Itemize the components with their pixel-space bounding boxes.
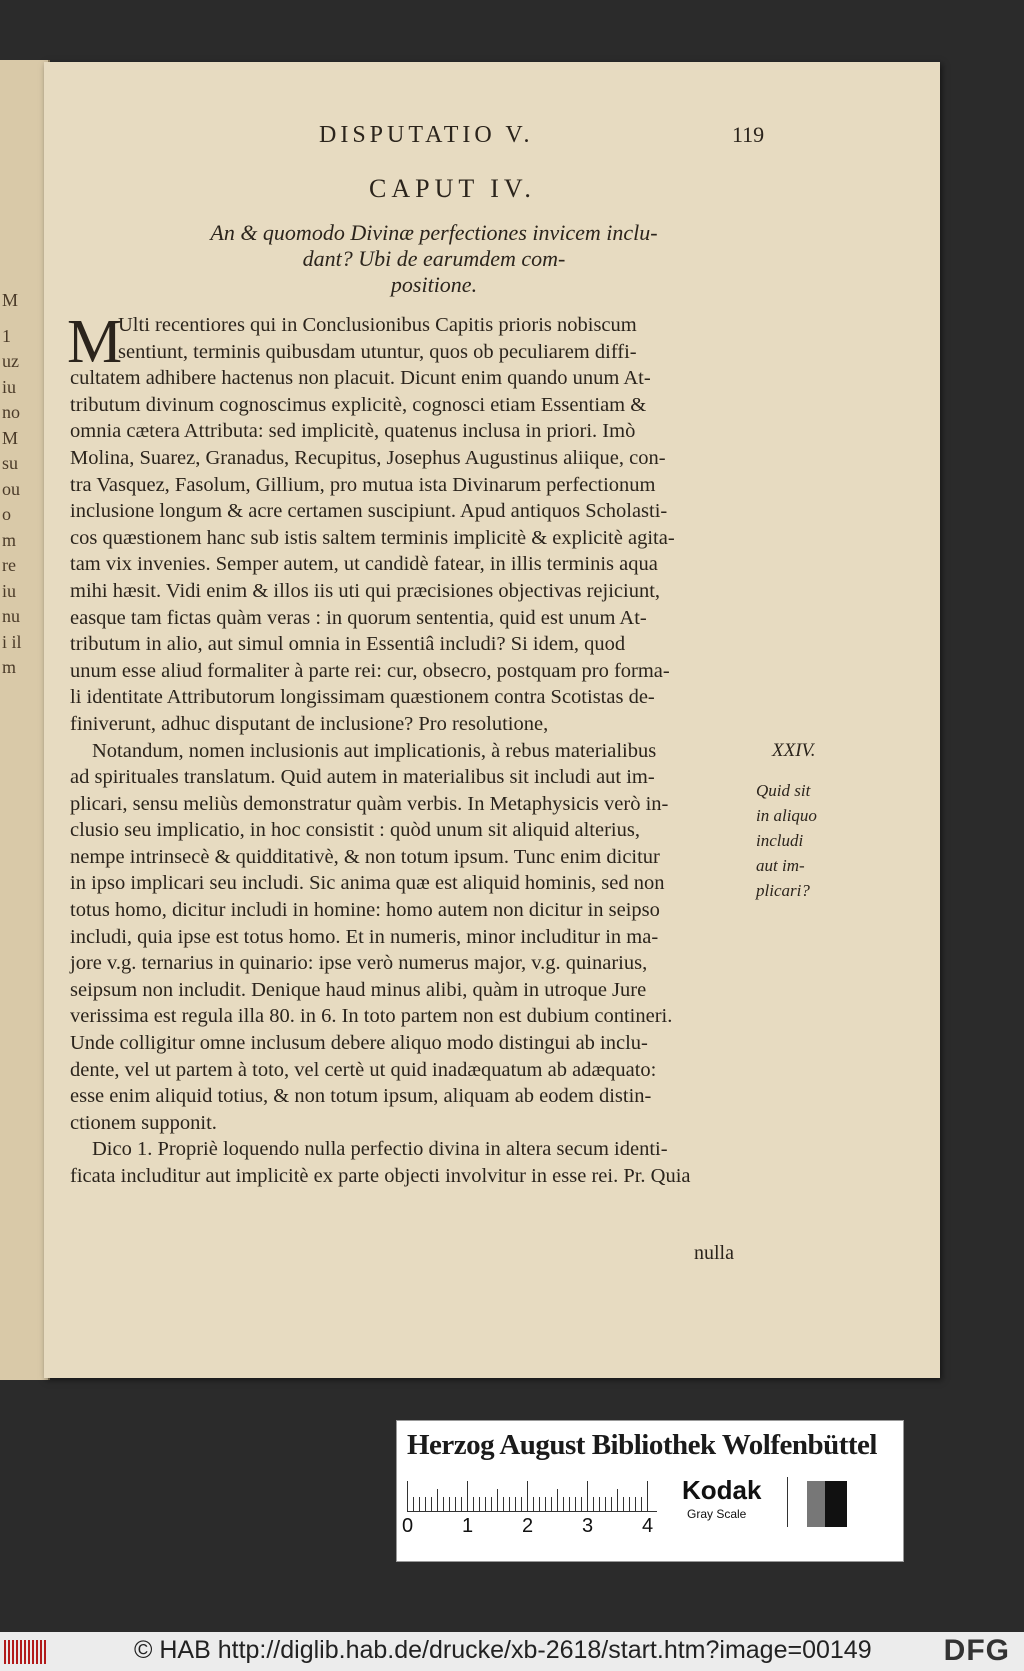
facing-page-fragment: M [2,427,19,448]
facing-page-fragment: m [2,657,17,677]
facing-page-fragment: i il [2,631,22,652]
body-text [67,308,716,1190]
scale-number: 2 [522,1515,534,1537]
divider [787,1477,788,1527]
ruler-tick [635,1497,636,1511]
marginal-line: includi [756,831,804,850]
subtitle-line: positione. [390,272,478,297]
ruler-tick [485,1497,486,1511]
dfg-logo: DFG [943,1634,1010,1667]
running-title: DISPUTATIO V. [319,122,534,148]
text-line: Unde colligitur omne inclusum debere aliquo modo distingui ab inclu- [70,1032,648,1055]
ruler-tick [413,1497,414,1511]
page-number: 119 [732,122,765,147]
library-name: Herzog August Bibliothek Wolfenbüttel [407,1429,877,1461]
kodak-logo: Kodak [682,1475,762,1505]
ruler-tick [569,1497,570,1511]
text-line: in ipso implicari seu includi. Sic anima quæ est aliquid hominis, sed non [70,872,665,895]
marginal-line: in aliquo [756,806,817,825]
ruler-tick [497,1489,498,1511]
ruler-tick [641,1497,642,1511]
ruler-tick [515,1497,516,1511]
text-line: finiverunt, adhuc disputant de inclusione? Pro resolutione, [70,712,549,735]
ruler-tick [461,1497,462,1511]
ruler-tick [593,1497,594,1511]
text-line: ad spirituales translatum. Quid autem in materialibus sit includi aut im- [70,766,655,789]
margin-section-number: XXIV. [772,740,816,761]
ruler-tick [443,1497,444,1511]
text-line: cultatem adhibere hactenus non placuit. Dicunt enim quando unum At- [70,367,651,390]
ruler-tick [467,1481,468,1511]
text-line: Molina, Suarez, Granadus, Recupitus, Josephus Augustinus aliique, con- [70,446,666,469]
ruler-tick [449,1497,450,1511]
text-line: tam vix invenies. Semper autem, ut candidè fatear, in illis terminis aqua [70,553,658,576]
ruler-tick [527,1481,528,1511]
ruler-tick [473,1497,474,1511]
book-page [44,62,940,1378]
text-line: ficata includitur aut implicitè ex parte objecti involvitur in esse rei. Pr. Quia [70,1165,691,1187]
scale-number: 1 [462,1515,474,1537]
text-line: dente, vel ut partem à toto, vel certè ut quid inadæquatum ab adæquato: [70,1058,657,1081]
marginal-line: Quid sit [756,781,811,800]
facing-page-fragment: no [2,402,20,422]
ruler-tick [629,1497,630,1511]
text-line: tributum in alio, aut simul omnia in Essentiâ includi? Si idem, quod [70,633,626,656]
gray-scale-label: Gray Scale [687,1507,747,1521]
text-line: includi, quia ipse est totus homo. Et in numeris, minor includitur in ma- [70,925,659,948]
text-line: ctionem supponit. [70,1111,217,1134]
text-line: easque tam fictas quàm veras : in quorum sententia, quid est unum At- [70,606,647,629]
barcode-icon [4,1640,46,1664]
catchword: nulla [694,1242,734,1264]
footer-bar [0,1632,1024,1671]
ruler-tick [419,1497,420,1511]
text-line: mihi hæsit. Vidi enim & illos iis uti qui præcisiones objectivas rejiciunt, [70,579,661,602]
ruler-tick [617,1489,618,1511]
scale-number: 0 [402,1515,414,1537]
text-line: nempe intrinsecè & quidditativè, & non totum ipsum. Tunc enim dicitur [70,845,660,868]
ruler-tick [533,1497,534,1511]
ruler-tick [557,1489,558,1511]
facing-page-fragment: su [2,453,19,473]
ruler-tick [431,1497,432,1511]
scale-number: 3 [582,1515,594,1537]
text-line: totus homo, dicitur includi in homine: homo autem non dicitur in seipso [70,899,660,922]
facing-page-fragment: M [2,290,19,310]
ruler-tick [587,1481,588,1511]
ruler-tick [491,1497,492,1511]
ruler-tick [647,1481,648,1511]
facing-page-edge [0,60,50,1380]
text-line: Ulti recentiores qui in Conclusionibus Capitis prioris nobiscum [118,314,637,336]
facing-page-fragment: re [2,555,16,575]
text-line: Notandum, nomen inclusionis aut implicationis, à rebus materialibus [92,739,657,762]
text-line: plicari, sensu meliùs demonstratur quàm verbis. In Metaphysicis verò in- [70,792,669,815]
facing-page-fragment: 1 [2,325,11,346]
chapter-heading: CAPUT IV. [369,174,536,203]
ruler-tick [509,1497,510,1511]
marginal-line: aut im- [756,856,805,875]
text-line: cos quæstionem hanc sub istis saltem terminis implicitè & explicitè agita- [70,526,675,549]
facing-page-fragment: nu [2,606,20,626]
text-line: seipsum non includit. Denique haud minus alibi, quàm in utroque Jure [70,978,647,1001]
marginal-line: plicari? [756,881,810,900]
text-line: omnia cætera Attributa: sed implicitè, quatenus inclusa in priori. Imò [70,420,636,443]
gray-swatch [807,1481,825,1527]
ruler-tick [545,1497,546,1511]
text-line: sentiunt, terminis quibusdam utuntur, quos ob peculiarem diffi- [118,340,637,363]
text-line: clusio seu implicatio, in hoc consistit : quòd unum sit aliquid alterius, [70,819,640,842]
ruler-tick [605,1497,606,1511]
ruler-tick [455,1497,456,1511]
ruler-tick [407,1481,408,1511]
text-line: jore v.g. ternarius in quinario: ipse verò numerus major, v.g. quinarius, [70,952,648,975]
subtitle-line: An & quomodo Divinæ perfectiones invicem inclu- [210,220,658,245]
black-swatch [825,1481,847,1527]
ruler-tick [575,1497,576,1511]
facing-page-fragment: o [2,504,11,524]
text-line: inclusione longum & acre certamen suscipiunt. Apud antiquos Scholasti- [70,500,668,523]
ruler-tick [581,1497,582,1511]
ruler-tick [521,1497,522,1511]
ruler-tick [611,1497,612,1511]
text-line: verissima est regula illa 80. in 6. In toto partem non est dubium contineri. [70,1005,673,1028]
facing-page-fragment: m [2,529,17,550]
footer-link[interactable]: © HAB http://diglib.hab.de/drucke/xb-2618/start.htm?image=00149 [134,1636,872,1664]
text-line: li identitate Attributorum longissimam quæstionem contra Scotistas de- [70,686,655,709]
ruler-tick [599,1497,600,1511]
text-line: Dico 1. Propriè loquendo nulla perfectio divina in altera secum identi- [92,1138,668,1161]
facing-page-fragment: ou [2,478,20,499]
ruler-tick [425,1497,426,1511]
text-line: unum esse aliud formaliter à parte rei: cur, obsecro, postquam pro forma- [70,659,670,682]
text-line: esse enim aliquid totius, & non totum ipsum, aliquam ab eodem distin- [70,1085,652,1108]
text-line: tra Vasquez, Fasolum, Gillium, pro mutua ista Divinarum perfectionum [70,473,656,496]
text-line: tributum divinum cognoscimus explicitè, cognosci etiam Essentiam & [70,393,647,416]
ruler-tick [503,1497,504,1511]
facing-page-fragment: iu [2,580,17,601]
ruler-tick [551,1497,552,1511]
ruler-tick [563,1497,564,1511]
ruler-tick [539,1497,540,1511]
ruler-tick [623,1497,624,1511]
marginal-note [756,778,846,903]
subtitle-line: dant? Ubi de earumdem com- [302,246,566,271]
scale-number: 4 [642,1515,654,1537]
scale-ruler [407,1477,657,1512]
ruler-tick [437,1489,438,1511]
chapter-subtitle [164,220,704,298]
ruler-tick [479,1497,480,1511]
reference-card [396,1420,904,1562]
facing-page-fragment: uz [2,351,19,371]
drop-cap: M [67,308,123,376]
facing-page-fragment: iu [2,376,17,397]
